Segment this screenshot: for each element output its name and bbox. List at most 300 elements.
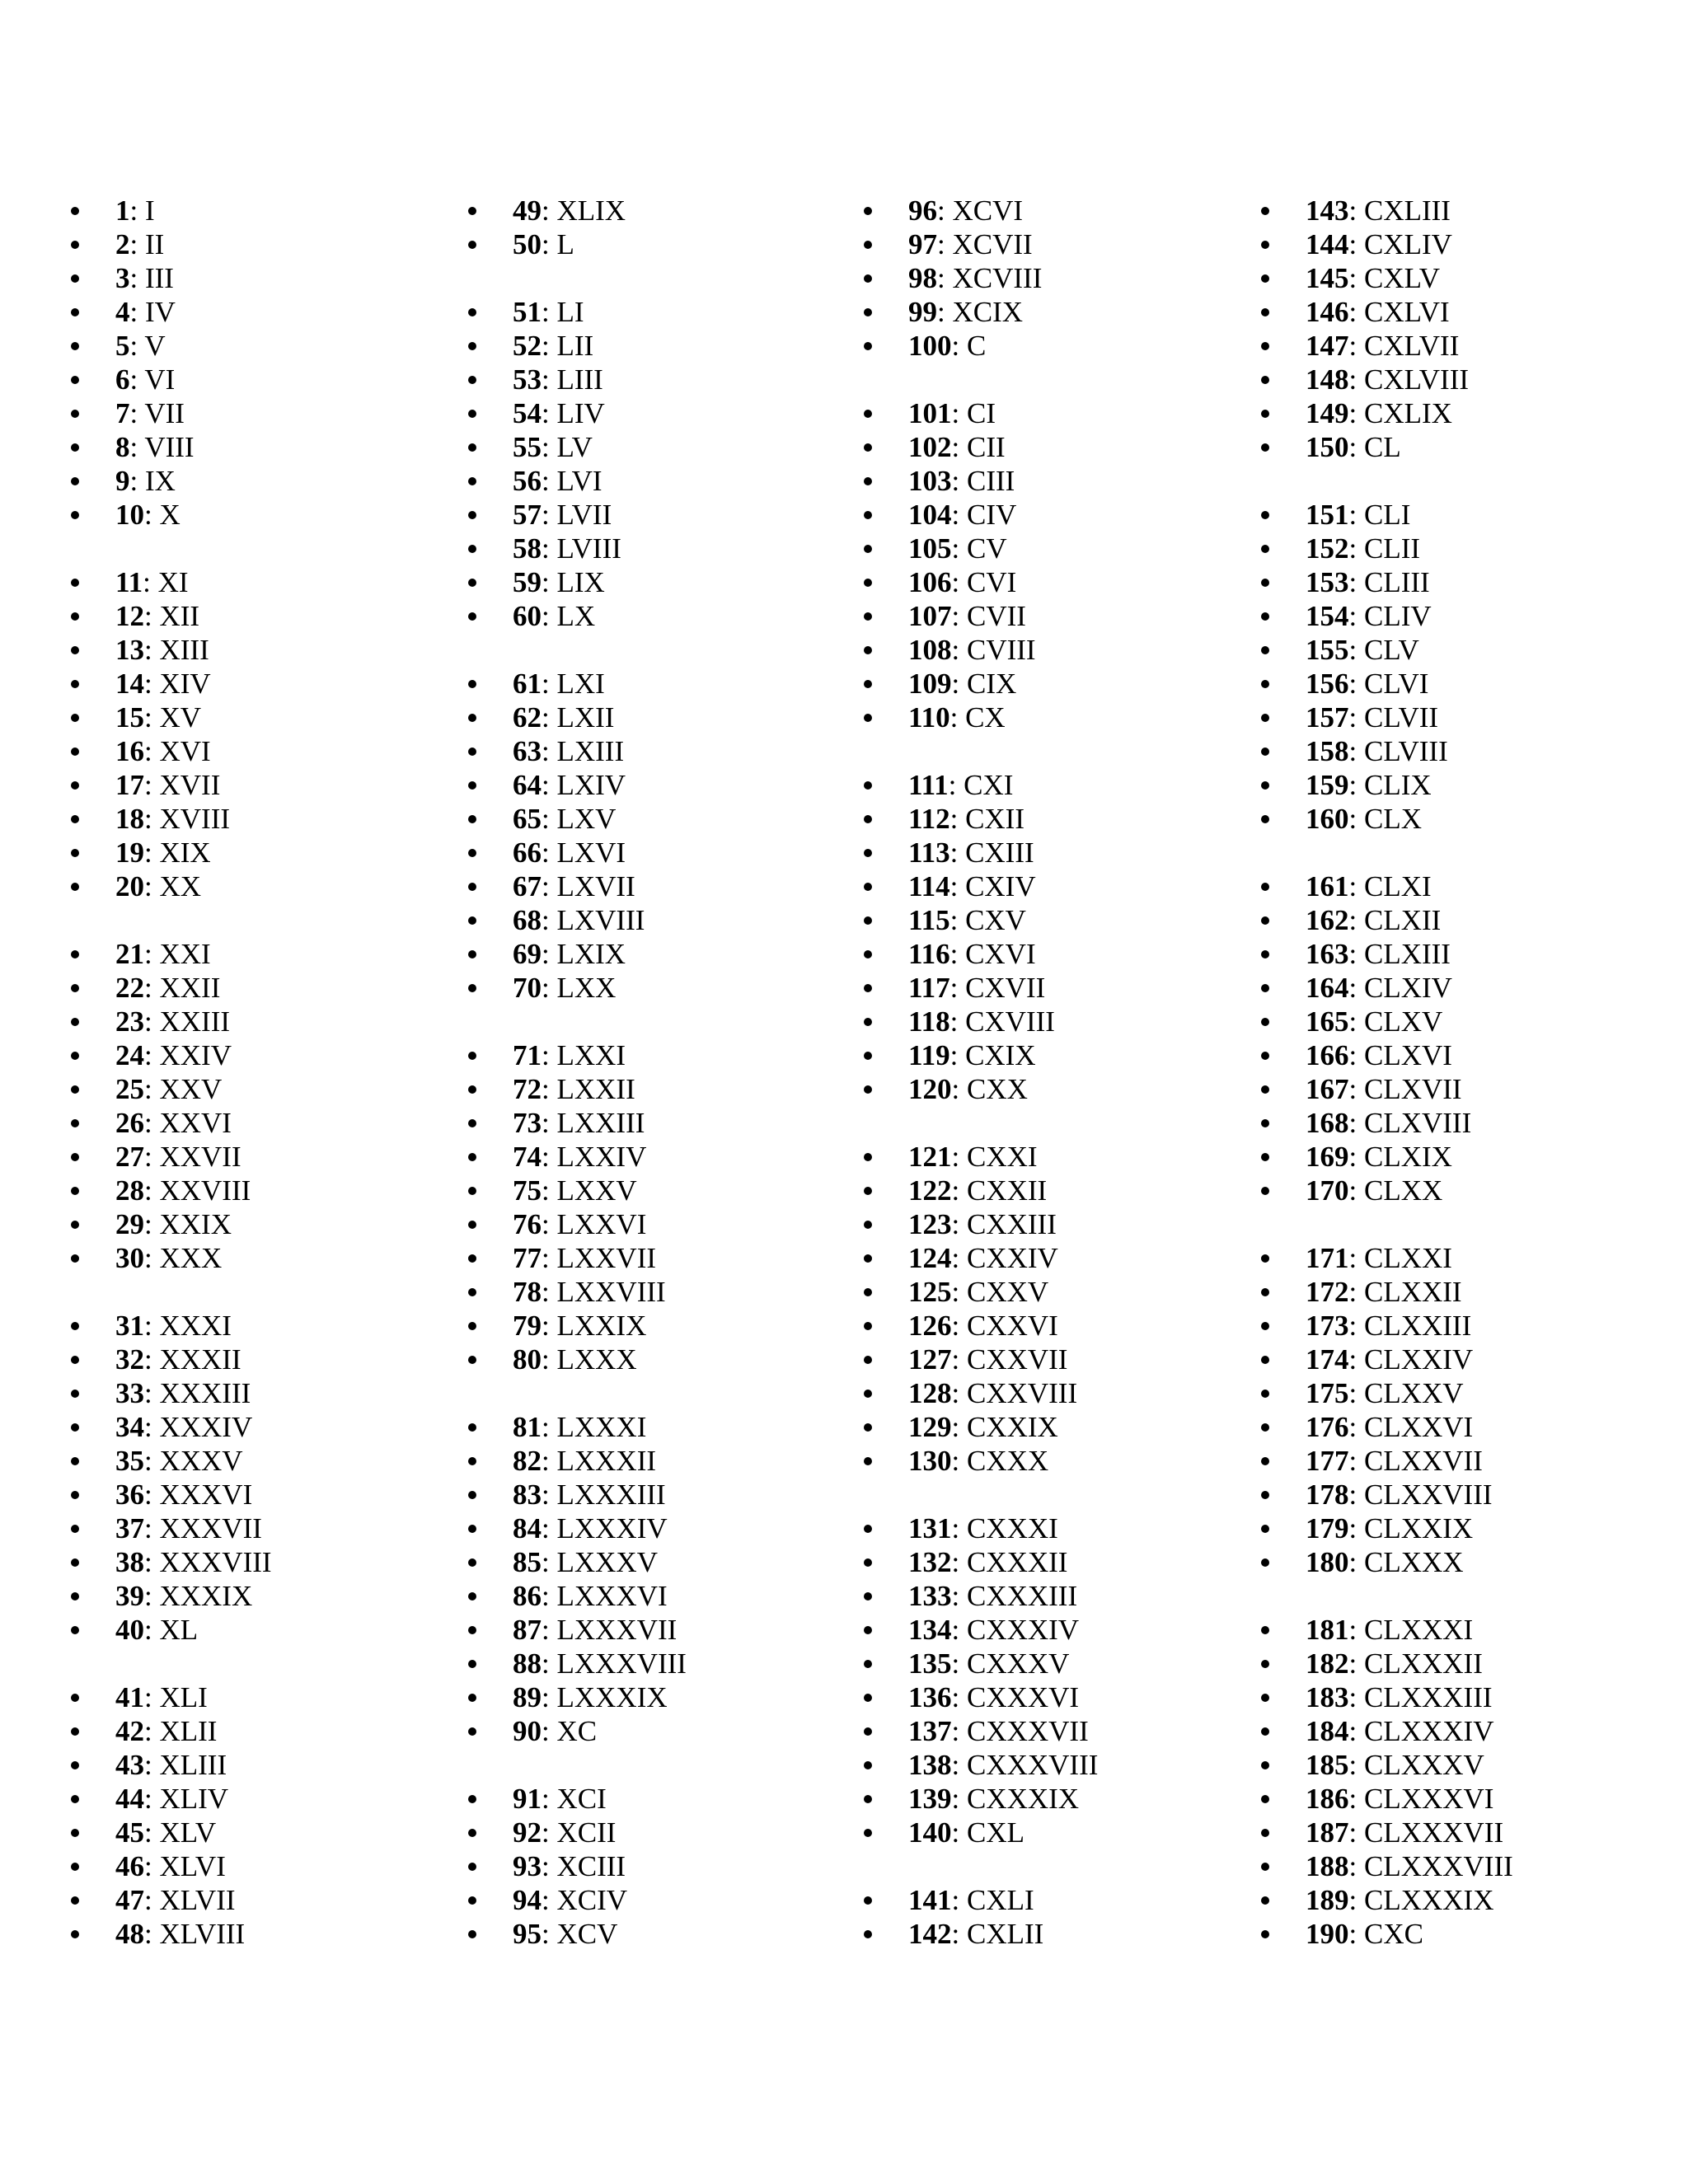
- roman-numeral: XLIV: [159, 1783, 229, 1815]
- separator: :: [1348, 701, 1364, 733]
- bullet-icon: [1261, 274, 1269, 283]
- list-item: [859, 836, 1098, 869]
- bullet-icon: [864, 1457, 872, 1465]
- bullet-icon: [71, 410, 79, 418]
- list-item: [463, 1140, 687, 1174]
- separator: :: [542, 600, 557, 632]
- bullet-icon: [864, 1525, 872, 1533]
- bullet-icon: [864, 342, 872, 350]
- roman-numeral: CXLIV: [1363, 228, 1452, 260]
- list-item: [66, 836, 272, 869]
- roman-numeral: CXXVII: [966, 1343, 1068, 1376]
- separator: :: [1348, 397, 1364, 429]
- separator: :: [542, 1614, 557, 1646]
- arabic-number: 12: [115, 600, 144, 632]
- roman-numeral: LXXIX: [556, 1310, 647, 1342]
- list-item: [1256, 1883, 1513, 1917]
- roman-numeral: XLVII: [159, 1884, 236, 1916]
- separator: :: [542, 228, 557, 260]
- separator: :: [951, 1884, 967, 1916]
- roman-numeral: XVI: [159, 735, 211, 767]
- arabic-number: 14: [115, 668, 144, 700]
- bullet-icon: [71, 241, 79, 249]
- bullet-icon: [864, 1423, 872, 1432]
- separator: :: [1348, 803, 1364, 835]
- list-item: [1256, 1782, 1513, 1816]
- separator: :: [542, 330, 557, 362]
- list-item: [463, 869, 687, 903]
- bullet-icon: [864, 1085, 872, 1094]
- separator: :: [1348, 634, 1364, 666]
- bullet-icon: [468, 1119, 476, 1127]
- arabic-number: 38: [115, 1546, 144, 1578]
- bullet-icon: [864, 1930, 872, 1938]
- roman-numeral: LXXXVI: [556, 1580, 668, 1612]
- bullet-icon: [864, 579, 872, 587]
- list-item: [1256, 329, 1513, 363]
- roman-numeral: LIII: [556, 363, 603, 396]
- roman-numeral: CLXXIX: [1363, 1512, 1474, 1544]
- list-item: [859, 1309, 1098, 1343]
- roman-numeral: CXXXIX: [966, 1783, 1080, 1815]
- separator: :: [951, 1141, 967, 1173]
- bullet-icon: [71, 984, 79, 992]
- separator: :: [129, 262, 145, 294]
- arabic-number: 72: [513, 1073, 542, 1105]
- bullet-icon: [864, 1626, 872, 1634]
- bullet-icon: [864, 849, 872, 857]
- arabic-number: 54: [513, 397, 542, 429]
- list-item: [859, 430, 1098, 464]
- arabic-number: 57: [513, 499, 542, 531]
- bullet-icon: [468, 1423, 476, 1432]
- arabic-number: 132: [908, 1546, 952, 1578]
- arabic-number: 112: [908, 803, 950, 835]
- list-item: [859, 1816, 1098, 1849]
- separator: :: [144, 837, 160, 869]
- bullet-icon: [864, 916, 872, 925]
- bullet-icon: [71, 714, 79, 722]
- bullet-icon: [864, 1288, 872, 1296]
- bullet-icon: [71, 511, 79, 519]
- list-item: [1256, 633, 1513, 667]
- arabic-number: 32: [115, 1343, 144, 1376]
- list-item: [463, 498, 687, 532]
- list-item: [463, 836, 687, 869]
- roman-numeral: XCVII: [952, 228, 1033, 260]
- roman-numeral: CXII: [965, 803, 1025, 835]
- separator: :: [144, 1005, 160, 1038]
- separator: :: [951, 1614, 967, 1646]
- arabic-number: 144: [1306, 228, 1349, 260]
- bullet-icon: [1261, 1153, 1269, 1161]
- roman-numeral: XIX: [159, 837, 211, 869]
- bullet-icon: [468, 849, 476, 857]
- arabic-number: 131: [908, 1512, 952, 1544]
- arabic-number: 23: [115, 1005, 144, 1038]
- list-item: [463, 194, 687, 227]
- arabic-number: 173: [1306, 1310, 1349, 1342]
- roman-numeral: CXL: [966, 1816, 1025, 1849]
- separator: :: [144, 1850, 160, 1882]
- roman-numeral: CXLVI: [1363, 296, 1450, 328]
- numeral-group: [66, 1309, 272, 1647]
- list-item: [66, 295, 272, 329]
- arabic-number: 20: [115, 870, 144, 902]
- arabic-number: 62: [513, 701, 542, 733]
- roman-numeral: VI: [144, 363, 176, 396]
- list-item: [1256, 903, 1513, 937]
- roman-numeral: XLVI: [159, 1850, 226, 1882]
- list-item: [66, 802, 272, 836]
- arabic-number: 25: [115, 1073, 144, 1105]
- bullet-icon: [1261, 376, 1269, 384]
- arabic-number: 80: [513, 1343, 542, 1376]
- separator: :: [542, 735, 557, 767]
- roman-numeral: LII: [556, 330, 594, 362]
- roman-numeral: CLXXXVIII: [1363, 1850, 1513, 1882]
- arabic-number: 1: [115, 194, 130, 227]
- arabic-number: 33: [115, 1377, 144, 1409]
- bullet-icon: [1261, 511, 1269, 519]
- list-item: [859, 1545, 1098, 1579]
- roman-numeral: XII: [159, 600, 200, 632]
- separator: :: [542, 1039, 557, 1071]
- list-item: [463, 802, 687, 836]
- list-item: [66, 1376, 272, 1410]
- separator: :: [950, 1005, 966, 1038]
- arabic-number: 174: [1306, 1343, 1349, 1376]
- list-item: [463, 1613, 687, 1647]
- arabic-number: 58: [513, 532, 542, 565]
- arabic-number: 61: [513, 668, 542, 700]
- bullet-icon: [1261, 1085, 1269, 1094]
- arabic-number: 97: [908, 228, 937, 260]
- arabic-number: 34: [115, 1411, 144, 1443]
- bullet-icon: [71, 1187, 79, 1195]
- separator: :: [950, 701, 966, 733]
- arabic-number: 90: [513, 1715, 542, 1747]
- roman-numeral: XCVI: [952, 194, 1024, 227]
- arabic-number: 83: [513, 1479, 542, 1511]
- separator: :: [1348, 1546, 1364, 1578]
- bullet-icon: [1261, 410, 1269, 418]
- list-item: [463, 667, 687, 701]
- bullet-icon: [864, 1254, 872, 1263]
- arabic-number: 15: [115, 701, 144, 733]
- separator: :: [542, 363, 557, 396]
- list-item: [463, 1883, 687, 1917]
- bullet-icon: [468, 1356, 476, 1364]
- separator: :: [144, 1445, 160, 1477]
- separator: :: [951, 634, 967, 666]
- bullet-icon: [864, 1153, 872, 1161]
- bullet-icon: [71, 748, 79, 756]
- separator: :: [951, 566, 967, 598]
- bullet-icon: [1261, 1254, 1269, 1263]
- bullet-icon: [864, 1390, 872, 1398]
- bullet-icon: [468, 1052, 476, 1060]
- arabic-number: 111: [908, 769, 949, 801]
- roman-numeral: CVIII: [966, 634, 1036, 666]
- list-item: [1256, 1816, 1513, 1849]
- separator: :: [542, 566, 557, 598]
- arabic-number: 110: [908, 701, 950, 733]
- arabic-number: 188: [1306, 1850, 1349, 1882]
- bullet-icon: [71, 1423, 79, 1432]
- bullet-icon: [468, 1525, 476, 1533]
- roman-numeral: LXX: [556, 972, 617, 1004]
- arabic-number: 108: [908, 634, 952, 666]
- roman-numeral: XCIII: [556, 1850, 626, 1882]
- arabic-number: 146: [1306, 296, 1349, 328]
- bullet-icon: [1261, 916, 1269, 925]
- bullet-icon: [1261, 1187, 1269, 1195]
- list-item: [859, 565, 1098, 599]
- arabic-number: 6: [115, 363, 130, 396]
- numeral-group: [66, 1680, 272, 1951]
- separator: :: [542, 904, 557, 936]
- separator: :: [937, 262, 953, 294]
- roman-numeral: IV: [144, 296, 176, 328]
- roman-numeral: CLXXXV: [1363, 1749, 1484, 1781]
- roman-numeral: XIV: [159, 668, 211, 700]
- bullet-icon: [468, 1592, 476, 1601]
- arabic-number: 147: [1306, 330, 1349, 362]
- separator: :: [1348, 600, 1364, 632]
- list-item: [66, 261, 272, 295]
- roman-numeral: LVII: [556, 499, 612, 531]
- bullet-icon: [468, 1896, 476, 1905]
- separator: :: [542, 1445, 557, 1477]
- bullet-icon: [468, 1829, 476, 1837]
- bullet-icon: [468, 1863, 476, 1871]
- bullet-icon: [1261, 883, 1269, 891]
- bullet-icon: [468, 1930, 476, 1938]
- list-item: [66, 1241, 272, 1275]
- list-item: [66, 430, 272, 464]
- separator: :: [144, 1580, 160, 1612]
- bullet-icon: [468, 1694, 476, 1702]
- bullet-icon: [71, 1085, 79, 1094]
- separator: :: [542, 194, 557, 227]
- arabic-number: 115: [908, 904, 950, 936]
- list-item: [66, 1478, 272, 1511]
- bullet-icon: [71, 1254, 79, 1263]
- roman-numeral: XXX: [159, 1242, 223, 1274]
- roman-numeral: CIV: [966, 499, 1017, 531]
- list-item: [463, 430, 687, 464]
- list-item: [859, 768, 1098, 802]
- separator: :: [1348, 194, 1364, 227]
- list-item: [859, 464, 1098, 498]
- arabic-number: 182: [1306, 1647, 1349, 1680]
- arabic-number: 154: [1306, 600, 1349, 632]
- separator: :: [542, 1073, 557, 1105]
- separator: :: [542, 1512, 557, 1544]
- list-item: [463, 1174, 687, 1207]
- arabic-number: 47: [115, 1884, 144, 1916]
- arabic-number: 167: [1306, 1073, 1349, 1105]
- bullet-icon: [1261, 1322, 1269, 1330]
- list-item: [463, 937, 687, 971]
- list-item: [66, 1816, 272, 1849]
- arabic-number: 84: [513, 1512, 542, 1544]
- bullet-icon: [1261, 984, 1269, 992]
- separator: :: [144, 1681, 160, 1713]
- separator: :: [1348, 870, 1364, 902]
- list-item: [1256, 1241, 1513, 1275]
- roman-numeral: CLIV: [1363, 600, 1432, 632]
- separator: :: [951, 1918, 967, 1950]
- bullet-icon: [468, 443, 476, 452]
- separator: :: [1348, 1749, 1364, 1781]
- roman-numeral: CLXIII: [1363, 938, 1451, 970]
- bullet-icon: [864, 1896, 872, 1905]
- roman-numeral: CLXVIII: [1363, 1107, 1472, 1139]
- list-item: [463, 295, 687, 329]
- arabic-number: 71: [513, 1039, 542, 1071]
- bullet-icon: [468, 376, 476, 384]
- list-item: [859, 599, 1098, 633]
- list-item: [1256, 1849, 1513, 1883]
- arabic-number: 170: [1306, 1174, 1349, 1207]
- bullet-icon: [1261, 207, 1269, 215]
- roman-numeral: LVI: [556, 465, 603, 497]
- bullet-icon: [468, 579, 476, 587]
- separator: :: [1348, 1647, 1364, 1680]
- list-item: [1256, 971, 1513, 1005]
- bullet-icon: [1261, 612, 1269, 621]
- list-item: [66, 464, 272, 498]
- bullet-icon: [1261, 1829, 1269, 1837]
- arabic-number: 172: [1306, 1276, 1349, 1308]
- arabic-number: 105: [908, 532, 952, 565]
- separator: :: [542, 1647, 557, 1680]
- roman-numeral: XCIV: [556, 1884, 628, 1916]
- separator: :: [144, 499, 160, 531]
- bullet-icon: [71, 950, 79, 958]
- list-item: [66, 667, 272, 701]
- bullet-icon: [1261, 1863, 1269, 1871]
- bullet-icon: [1261, 1423, 1269, 1432]
- list-item: [859, 1748, 1098, 1782]
- roman-numeral: XLII: [159, 1715, 218, 1747]
- bullet-icon: [468, 1795, 476, 1803]
- separator: :: [1348, 1343, 1364, 1376]
- separator: :: [1348, 1276, 1364, 1308]
- roman-numeral: XCIX: [952, 296, 1024, 328]
- arabic-number: 140: [908, 1816, 952, 1849]
- list-item: [859, 1714, 1098, 1748]
- numeral-group: [66, 194, 272, 532]
- roman-numeral: XL: [159, 1614, 199, 1646]
- bullet-icon: [1261, 1896, 1269, 1905]
- separator: :: [1348, 431, 1364, 463]
- bullet-icon: [864, 612, 872, 621]
- separator: :: [542, 397, 557, 429]
- list-item: [463, 971, 687, 1005]
- list-item: [859, 1343, 1098, 1376]
- bullet-icon: [864, 1558, 872, 1567]
- list-item: [463, 1545, 687, 1579]
- bullet-icon: [71, 477, 79, 485]
- roman-numeral: LXXI: [556, 1039, 626, 1071]
- arabic-number: 120: [908, 1073, 952, 1105]
- arabic-number: 183: [1306, 1681, 1349, 1713]
- bullet-icon: [864, 410, 872, 418]
- roman-numeral: LXXVII: [556, 1242, 657, 1274]
- bullet-icon: [71, 1863, 79, 1871]
- list-item: [1256, 498, 1513, 532]
- list-item: [1256, 1072, 1513, 1106]
- roman-numeral: LXXII: [556, 1073, 635, 1105]
- separator: :: [542, 803, 557, 835]
- separator: :: [129, 363, 145, 396]
- bullet-icon: [71, 781, 79, 790]
- list-item: [66, 1005, 272, 1038]
- bullet-icon: [864, 815, 872, 823]
- bullet-icon: [71, 1491, 79, 1499]
- separator: :: [542, 1479, 557, 1511]
- numeral-group: [463, 1410, 687, 1748]
- arabic-number: 137: [908, 1715, 952, 1747]
- list-item: [463, 1849, 687, 1883]
- arabic-number: 94: [513, 1884, 542, 1916]
- separator: :: [951, 1445, 967, 1477]
- roman-numeral: XXXVI: [159, 1479, 253, 1511]
- separator: :: [1348, 1310, 1364, 1342]
- list-item: [859, 1444, 1098, 1478]
- list-item: [1256, 667, 1513, 701]
- bullet-icon: [71, 1795, 79, 1803]
- list-item: [859, 194, 1098, 227]
- separator: :: [144, 600, 160, 632]
- list-item: [463, 464, 687, 498]
- separator: :: [1348, 1850, 1364, 1882]
- numeral-group: [859, 768, 1098, 1106]
- arabic-number: 135: [908, 1647, 952, 1680]
- bullet-icon: [468, 1288, 476, 1296]
- bullet-icon: [1261, 1052, 1269, 1060]
- arabic-number: 67: [513, 870, 542, 902]
- bullet-icon: [71, 1153, 79, 1161]
- numeral-group: [1256, 1613, 1513, 1951]
- bullet-icon: [1261, 748, 1269, 756]
- separator: :: [144, 1783, 160, 1815]
- roman-numeral: CXLII: [966, 1918, 1044, 1950]
- numeral-group: [859, 194, 1098, 363]
- arabic-number: 138: [908, 1749, 952, 1781]
- bullet-icon: [71, 883, 79, 891]
- separator: :: [144, 1715, 160, 1747]
- separator: :: [542, 499, 557, 531]
- bullet-icon: [1261, 1356, 1269, 1364]
- arabic-number: 109: [908, 668, 952, 700]
- separator: :: [1348, 1377, 1364, 1409]
- arabic-number: 134: [908, 1614, 952, 1646]
- separator: :: [1348, 1174, 1364, 1207]
- arabic-number: 41: [115, 1681, 144, 1713]
- list-item: [859, 701, 1098, 734]
- roman-numeral: CLX: [1363, 803, 1422, 835]
- separator: :: [1348, 1614, 1364, 1646]
- arabic-number: 113: [908, 837, 950, 869]
- list-item: [1256, 295, 1513, 329]
- roman-numeral: L: [556, 228, 574, 260]
- list-item: [1256, 1106, 1513, 1140]
- roman-numeral: CXLI: [966, 1884, 1034, 1916]
